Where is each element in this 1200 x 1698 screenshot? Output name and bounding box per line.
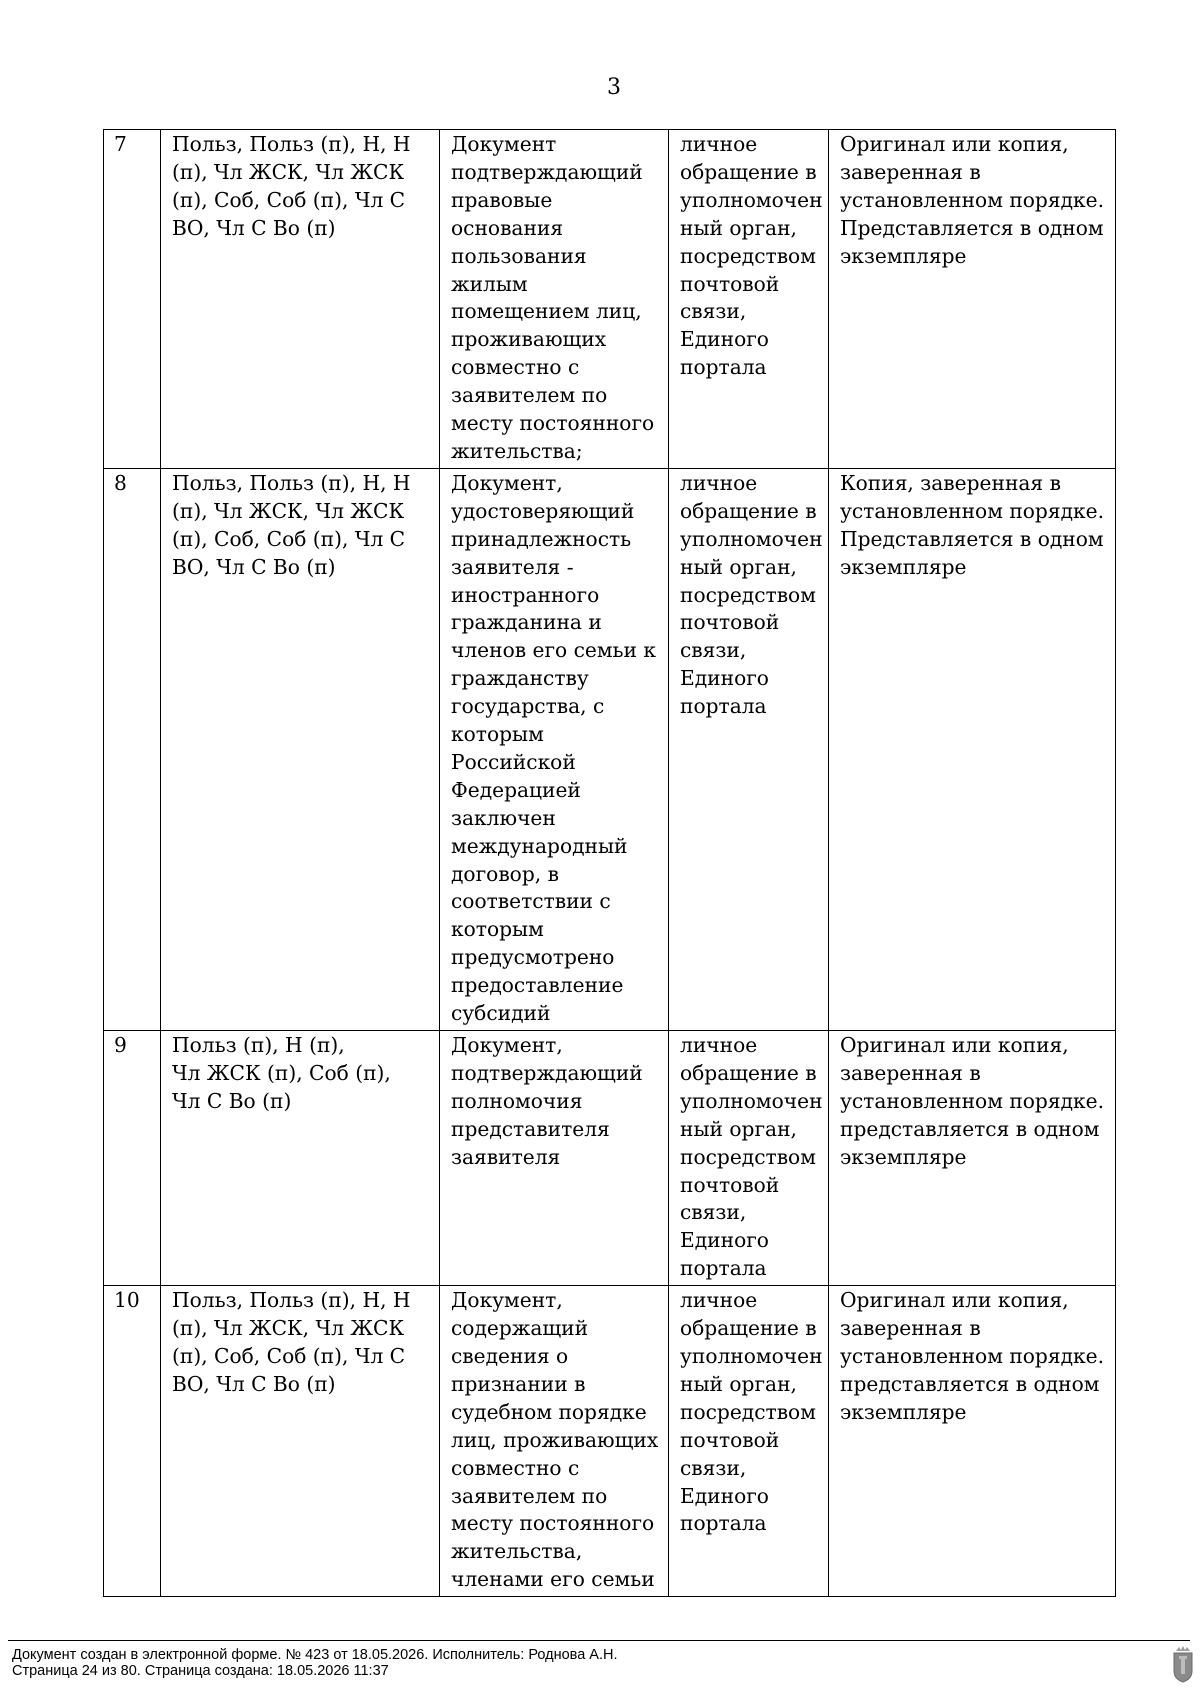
applicant-categories: Польз (п), Н (п), Чл ЖСК (п), Соб (п), Чл С Во (п) bbox=[161, 1031, 440, 1286]
footer bbox=[12, 1648, 618, 1679]
applicant-categories: Польз, Польз (п), Н, Н (п), Чл ЖСК, Чл ЖСК (п), Соб, Соб (п), Чл С ВО, Чл С Во (п) bbox=[161, 1286, 440, 1597]
footer-divider bbox=[8, 1640, 1190, 1641]
table-row bbox=[104, 1031, 1116, 1286]
row-number: 10 bbox=[104, 1286, 161, 1597]
table-row bbox=[104, 130, 1116, 469]
table-row bbox=[104, 1286, 1116, 1597]
document-form: Копия, заверенная в установленном порядке. Представляется в одном экземпляре bbox=[829, 468, 1116, 1030]
footer-line-page: Страница 24 из 80. Страница создана: 18.05.2026 11:37 bbox=[12, 1662, 389, 1679]
row-number: 7 bbox=[104, 130, 161, 469]
document-form: Оригинал или копия, заверенная в установленном порядке. представляется в одном экземпляре bbox=[829, 1031, 1116, 1286]
document-name: Документ, удостоверяющий принадлежность заявителя - иностранного гражданина и членов его семьи к гражданству государства, с которым Российской Федерацией заключен международный договор, в соответствии с которым предусмотрено предоставление субсидий bbox=[440, 468, 669, 1030]
documents-table bbox=[103, 129, 1116, 1597]
document-name: Документ, содержащий сведения о признании в судебном порядке лиц, проживающих совместно с заявителем по месту постоянного жительства, членами его семьи bbox=[440, 1286, 669, 1597]
applicant-categories: Польз, Польз (п), Н, Н (п), Чл ЖСК, Чл ЖСК (п), Соб, Соб (п), Чл С ВО, Чл С Во (п) bbox=[161, 130, 440, 469]
footer-line-document: Документ создан в электронной форме. № 423 от 18.05.2026. Исполнитель: Роднова А.Н. bbox=[12, 1647, 618, 1663]
table-row bbox=[104, 468, 1116, 1030]
submission-method: личное обращение в уполномочен ный орган, посредством почтовой связи, Единого портала bbox=[669, 468, 829, 1030]
submission-method: личное обращение в уполномочен ный орган, посредством почтовой связи, Единого портала bbox=[669, 1286, 829, 1597]
document-name: Документ, подтверждающий полномочия представителя заявителя bbox=[440, 1031, 669, 1286]
row-number: 8 bbox=[104, 468, 161, 1030]
document-form: Оригинал или копия, заверенная в установленном порядке. Представляется в одном экземпляре bbox=[829, 130, 1116, 469]
submission-method: личное обращение в уполномочен ный орган, посредством почтовой связи, Единого портала bbox=[669, 130, 829, 469]
document-form: Оригинал или копия, заверенная в установленном порядке. представляется в одном экземпляре bbox=[829, 1286, 1116, 1597]
coat-of-arms-icon bbox=[1172, 1645, 1194, 1683]
submission-method: личное обращение в уполномочен ный орган, посредством почтовой связи, Единого портала bbox=[669, 1031, 829, 1286]
row-number: 9 bbox=[104, 1031, 161, 1286]
page-number: 3 bbox=[607, 75, 621, 100]
document-name: Документ подтверждающий правовые основания пользования жилым помещением лиц, проживающих совместно с заявителем по месту постоянного жительства; bbox=[440, 130, 669, 469]
applicant-categories: Польз, Польз (п), Н, Н (п), Чл ЖСК, Чл ЖСК (п), Соб, Соб (п), Чл С ВО, Чл С Во (п) bbox=[161, 468, 440, 1030]
